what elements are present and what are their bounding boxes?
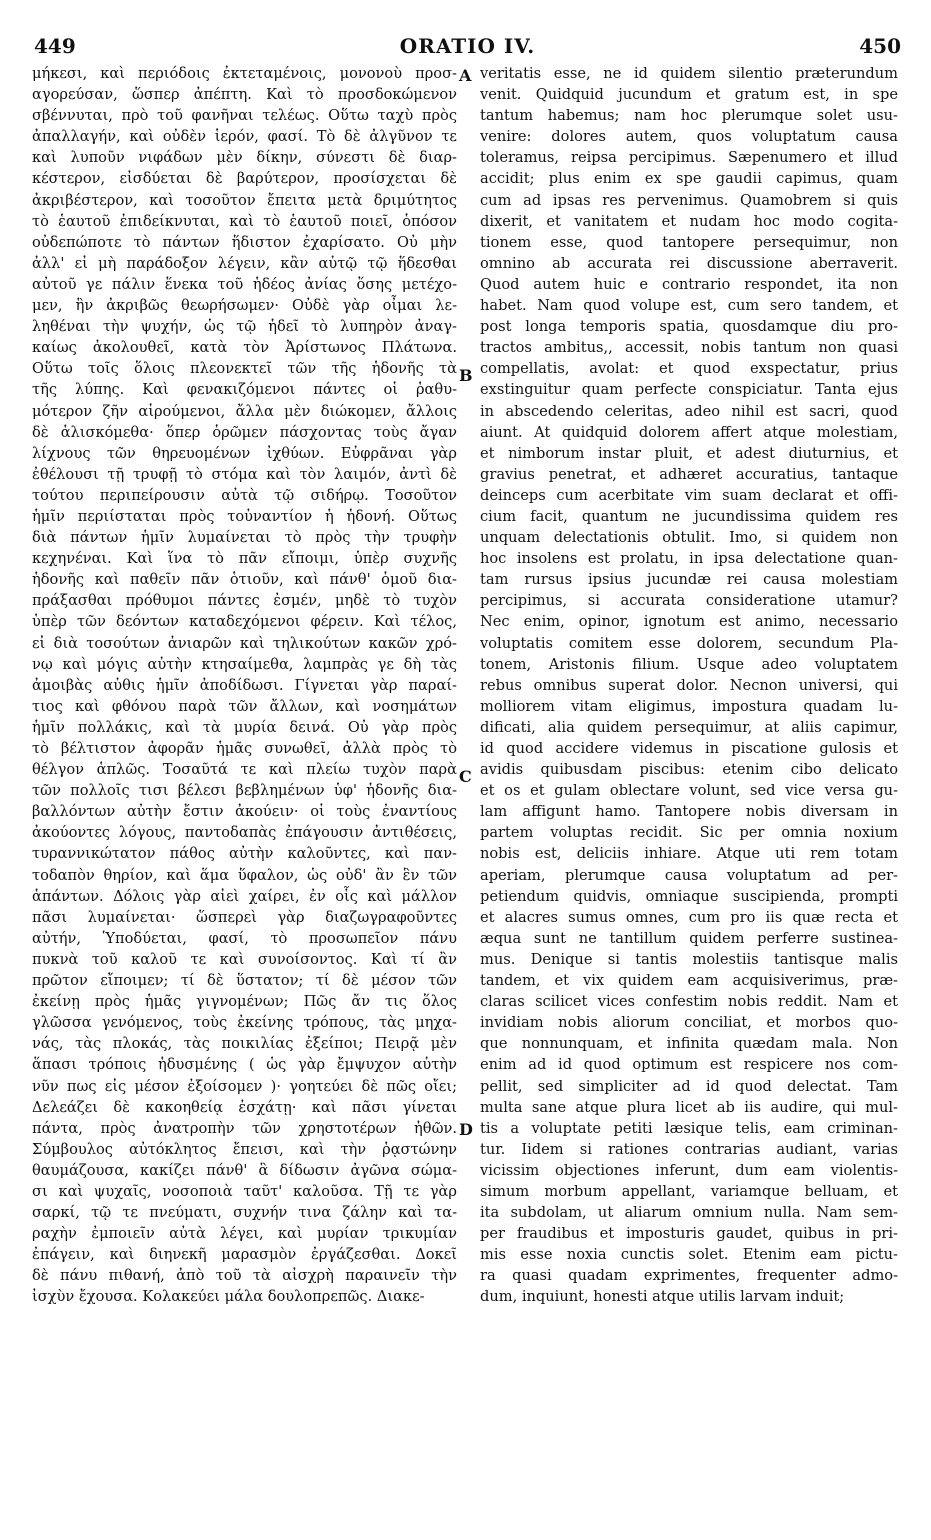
- latin-text-line: tis a voluptate petiti læsique telis, eam criminan-: [480, 1119, 898, 1137]
- latin-text-line: que nonnunquam, et infinita quædam mala. Non: [480, 1035, 898, 1053]
- latin-text-line: dificati, alia quidem persequimur, at aliis capimur,: [480, 718, 898, 736]
- latin-text-line: et nimborum instar pluit, et adest diuturnius, et: [480, 444, 898, 462]
- latin-text-line: tionem esse, quod tantopere persequimur, non: [480, 233, 898, 251]
- latin-text-line: dum, inquiunt, honesti atque utilis larvam induit;: [480, 1288, 845, 1306]
- greek-text-line: Οὕτω τοῖς ὅλοις πλεονεκτεῖ τῶν τῆς ἡδονῆς τὰ: [32, 360, 457, 378]
- greek-text-line: ἡδονῆς καὶ παθεῖν πᾶν ὁτιοῦν, καὶ πάνθ' ὁμοῦ δια-: [32, 571, 457, 589]
- latin-text-line: mus. Denique si tantis molestiis tantisque malis: [480, 950, 898, 968]
- greek-text-line: ἀκούοντες λόγους, παντοδαπὰς ἐπάγουσιν ἀντιθέσεις,: [32, 824, 457, 842]
- latin-text-line: ra quasi quadam exprimentes, frequenter admo-: [480, 1267, 898, 1285]
- greek-text-line: Σύμβουλος αὐτόκλητος ἔπεισι, καὶ τὴν ῥᾳστώνην: [32, 1140, 457, 1158]
- greek-text-line: θέλγον ἁπλῶς. Τοσαῦτά τε καὶ πλείω τυχὸν παρὰ: [32, 761, 457, 779]
- latin-text-line: venit. Quidquid jucundum et gratum est, in spe: [480, 86, 898, 104]
- latin-text-line: aperiam, plerumque causa voluptatum ad per-: [480, 866, 898, 884]
- greek-text-line: τὸ βέλτιστον ἀφορᾶν ἡμᾶς συνωθεῖ, ἀλλὰ πρὸς τὸ: [32, 740, 457, 757]
- latin-text-line: venire: dolores autem, quos voluptatum causa: [480, 128, 898, 146]
- latin-text-line: id quod accidere videmus in piscatione gulosis et: [480, 740, 898, 757]
- greek-text-line: τῶν πολλοῖς τισι βέλεσι βεβλημένων ὑφ' ἡδονῆς δια-: [32, 782, 457, 800]
- latin-text-line: nobis est, deliciis inhiare. Atque uti rem totam: [480, 845, 898, 863]
- greek-text-line: τοδαπὸν θηρίον, καὶ ἅμα ὕφαλον, ὡς οὐδ' ἂν ἓν τῶν: [32, 866, 457, 884]
- latin-text-line: hoc insolens est prolatu, in ipsa delectatione quan-: [480, 550, 898, 568]
- greek-text-line: οὐδεπώποτε τὸ πάντων ἥδιστον ἐχαρίσατο. Οὐ μὴν: [32, 233, 457, 251]
- greek-text-line: σι καὶ ψυχαῖς, νοσοποιὰ ταῦτ' καλοῦσα. Τῇ τε γὰρ: [32, 1182, 457, 1200]
- latin-text-line: post longa temporis spatia, quosdamque diu pro-: [480, 318, 898, 336]
- greek-text-line: γλῶσσα γενόμενος, τοὺς ἐκείνης τρόπους, τὰς μηχα-: [32, 1014, 457, 1032]
- latin-text-line: simum morbum appellant, variamque belluam, et: [480, 1182, 898, 1200]
- greek-text-line: τιος καὶ φθόνου παρὰ τῶν ἄλλων, καὶ νοσημάτων: [32, 697, 457, 715]
- latin-text-line: enim ad id quod optimum est respicere nos com-: [480, 1056, 898, 1074]
- latin-text-line: per fraudibus et imposturis gaudet, quibus in pri-: [480, 1225, 898, 1243]
- latin-text-line: voluptatis comitem esse dolorem, secundum Pla-: [480, 634, 898, 652]
- latin-text-line: mis esse noxia cunctis solet. Etenim eam pictu-: [480, 1246, 898, 1264]
- greek-text-line: ἀμοιβὰς αὐθις ἡμῖν ἀποδίδωσι. Γίγνεται γὰρ παραί-: [32, 676, 457, 694]
- greek-text-line: ἀκριβέστερον, καὶ τοσοῦτον ἔπειτα μετὰ δριμύτητος: [32, 191, 457, 209]
- greek-text-line: ἀλλ' εἰ μὴ παράδοξον λέγειν, κἂν αὐτῷ τῷ ἥδεσθαι: [32, 254, 457, 272]
- latin-text-line: partem voluptas recidit. Sic per omnia noxium: [480, 824, 898, 842]
- page-header: [34, 34, 901, 58]
- greek-text-line: ἀπαλλαγήν, καὶ οὐδὲν ἱερόν, φασί. Τὸ δὲ ἀλγῦνον τε: [32, 128, 457, 146]
- greek-text-line: αὐτήν, Ὑποδύεται, φασί, τὸ προσωπεῖον πάνυ: [32, 929, 457, 947]
- greek-text-line: τούτου περιπείρουσιν αὐτὰ τῷ σιδήρῳ. Τοσοῦτον: [32, 486, 457, 504]
- latin-text-line: tractos ambitus,, accessit, nobis tantum non quasi: [480, 339, 898, 357]
- greek-text-line: σαρκί, τῷ τε πνεύματι, συχνήν τινα ζάλην καὶ τα-: [32, 1204, 457, 1222]
- latin-text-line: gravius penetrat, et adhæret accuratius, tantaque: [480, 465, 898, 483]
- latin-text-line: tantum habemus; nam hoc plerumque solet usu-: [480, 107, 898, 125]
- greek-text-line: αγορεύσαν, ὥσπερ ἀπέπτη. Καὶ τὸ προσδοκώμενον: [32, 86, 457, 104]
- greek-text-column: [32, 63, 457, 1308]
- section-marker-b: B: [459, 366, 473, 385]
- page-number-right: 450: [859, 34, 901, 58]
- latin-text-line: unquam delectationis obtulit. Imo, si quidem non: [480, 529, 898, 547]
- greek-text-line: τῆς λύπης. Καὶ φενακιζόμενοι πάντες οἱ ῥαθυ-: [32, 381, 457, 399]
- greek-text-line: ἅπασι τρόποις ἡδυσμένης ( ὡς γὰρ ἔμψυχον αὐτὴν: [32, 1056, 457, 1074]
- greek-text-line: μότερον ζῆν αἱρούμενοι, ἄλλα μὲν διώκομεν, ἄλλοις: [32, 402, 457, 420]
- latin-text-line: et alacres sumus omnes, cum pro iis quæ recta et: [480, 908, 898, 926]
- greek-text-line: μήκεσι, καὶ περιόδοις ἐκτεταμένοις, μονονοὺ προσ-: [32, 65, 457, 82]
- greek-text-line: ληθέναι τὴν ψυχήν, ὡς τῷ ἡδεῖ τὸ λυπηρὸν ἀναγ-: [32, 318, 457, 336]
- greek-text-line: ἁπάντων. Δόλοις γὰρ αἰεὶ χαίρει, ἐν οἷς καὶ μάλλον: [32, 887, 457, 905]
- greek-text-line: δὲ πάνυ πιθανή, ἀπὸ τοῦ τὰ αἰσχρὴ παραινεῖν τὴν: [32, 1267, 457, 1285]
- latin-text-line: cium facit, quantum ne jucundissima quidem res: [480, 507, 898, 525]
- latin-text-line: petiendum quidvis, omniaque suscipienda, prompti: [480, 887, 898, 905]
- latin-text-line: vicissim objectiones inferunt, dum eam violentis-: [480, 1161, 898, 1179]
- latin-text-line: multa sane atque plura licet ab iis audire, qui mul-: [480, 1098, 898, 1116]
- section-marker-c: C: [459, 767, 472, 786]
- greek-text-line: πάντα, πρὸς ἀνατροπὴν τῶν χρηστοτέρων ἠθῶν.: [32, 1119, 457, 1137]
- greek-text-line: κέστερον, εἰσδύεται δὲ βαρύτερον, προσίσχεται δὲ: [32, 170, 457, 188]
- latin-text-line: lam affigunt hamo. Tantopere nobis diversam in: [480, 803, 898, 821]
- latin-text-line: Nec enim, opinor, ignotum est animo, necessario: [480, 613, 898, 631]
- greek-text-line: δὲ ἁλισκόμεθα· ὅπερ ὁρῶμεν πάσχοντας τοὺς ἄγαν: [32, 423, 457, 441]
- latin-text-line: compellatis, avolat: et quod exspectatur, prius: [480, 360, 898, 378]
- section-marker-a: A: [459, 66, 472, 85]
- greek-text-line: Δελεάζει δὲ κακοηθείᾳ ἐσχάτῃ· καὶ πᾶσι γίνεται: [32, 1098, 457, 1116]
- greek-text-line: πᾶσι λυμαίνεται· ὥσπερεὶ γὰρ διαζωγραφοῦντες: [32, 908, 457, 926]
- greek-text-line: εἰ διὰ τοσούτων ἀνιαρῶν καὶ τηλικούτων κακῶν χρό-: [32, 634, 457, 652]
- greek-text-line: ραχὴν ἐμποιεῖν αὐτὰ λέγει, καὶ μυρίαν τρικυμίαν: [32, 1225, 457, 1243]
- greek-text-line: καίως ἀκολουθεῖ, κατὰ τὸν Ἀρίστωνος Πλάτωνα.: [32, 339, 457, 357]
- latin-text-line: habet. Nam quod volupe est, cum sero tandem, et: [480, 297, 898, 315]
- latin-text-line: dixerit, et vanitatem et nudam hoc modo cogita-: [480, 212, 898, 230]
- greek-text-line: κεχηνέναι. Καὶ ἵνα τὸ πᾶν εἴποιμι, ὑπὲρ συχνῆς: [32, 550, 457, 568]
- greek-text-line: ἰσχὺν ἔχουσα. Κολακεύει μάλα δουλοπρεπῶς. Διακε-: [32, 1288, 425, 1306]
- latin-text-line: in abscedendo celeritas, adeo nihil est sacri, quod: [480, 402, 898, 420]
- latin-text-line: invidiam nobis aliorum conciliat, et morbos quo-: [480, 1014, 898, 1032]
- latin-text-line: omnino ab accurata rei discussione aberraverit.: [480, 254, 898, 272]
- greek-text-line: θαυμάζουσα, κακίζει πάνθ' ἃ δίδωσιν ἀγῶνα σώμα-: [32, 1161, 457, 1179]
- greek-text-line: νάς, τὰς πλοκάς, τὰς ποικιλίας ἐξείποι; Πειρᾷ μὲν: [32, 1035, 457, 1053]
- greek-text-line: μεν, ἣν ἀκριβῶς θεωρήσωμεν· Οὐδὲ γὰρ οἶμαι λε-: [32, 297, 457, 315]
- greek-text-line: πυκνὰ τοῦ καλοῦ τε καὶ συνοίσοντος. Καὶ τί ἂν: [32, 950, 457, 968]
- latin-text-line: et os et gulam oblectare volunt, sed vice versa gu-: [480, 782, 898, 800]
- latin-text-line: tonem, Aristonis filium. Usque adeo voluptatem: [480, 655, 898, 673]
- latin-text-column: [480, 63, 898, 1308]
- greek-text-line: ἡμῖν περιίσταται πρὸς τοὐναντίον ἡ ἡδονή. Οὕτως: [32, 507, 457, 525]
- greek-text-line: πράξασθαι πρόθυμοι πάντες ἐσμέν, μηδὲ τὸ τυχὸν: [32, 592, 457, 610]
- latin-text-line: tandem, et vix quidem eam acquisiverimus, præ-: [480, 972, 898, 990]
- latin-text-line: pellit, sed simpliciter ad id quod delectat. Tam: [480, 1077, 898, 1095]
- latin-text-line: aiunt. At quidquid dolorem affert atque molestiam,: [480, 423, 898, 441]
- latin-text-line: claras scilicet vices confestim nobis reddit. Nam et: [480, 993, 898, 1011]
- greek-text-line: νῦν πως εἰς μέσον ἐξοίσομεν )· γοητεύει δὲ πῶς οἴει;: [32, 1077, 457, 1095]
- greek-text-line: ἐθέλουσι τῇ τρυφῇ τὸ στόμα καὶ τὸν λαιμόν, ἀντὶ δὲ: [32, 465, 457, 483]
- greek-text-line: ἡμῖν πολλάκις, καὶ τὰ μυρία δεινά. Οὐ γὰρ πρὸς: [32, 718, 457, 736]
- section-marker-d: D: [459, 1120, 473, 1139]
- latin-text-line: veritatis esse, ne id quidem silentio præterundum: [480, 65, 898, 82]
- greek-text-line: βαλλόντων αὐτὴν ἔστιν ἀκούειν· οἱ τοὺς ἐναντίους: [32, 803, 457, 821]
- greek-text-line: ἐπάγειν, καὶ διηνεκῆ μαρασμὸν ἐργάζεσθαι. Δοκεῖ: [32, 1246, 457, 1264]
- latin-text-line: deinceps cum acerbitate vim suam declarat et offi-: [480, 486, 898, 504]
- greek-text-line: διὰ πάντων ἡμῖν λυμαίνεται τὸ πρὸς τὴν τρυφὴν: [32, 529, 457, 547]
- latin-text-line: Quod autem huic e contrario respondet, ita non: [480, 275, 898, 293]
- latin-text-line: accidit; plus enim ex spe gaudii capimus, quam: [480, 170, 898, 188]
- page-title: ORATIO IV.: [399, 34, 536, 58]
- latin-text-line: percipimus, si accurata consideratione utamur?: [480, 592, 898, 610]
- latin-text-line: tur. Iidem si rationes contrarias audiant, varias: [480, 1140, 898, 1158]
- greek-text-line: λίχνους τῶν θηρευομένων ἰχθύων. Εὐφρᾶναι γὰρ: [32, 444, 457, 462]
- latin-text-line: avidis quibusdam piscibus: etenim cibo delicato: [480, 761, 898, 779]
- latin-text-line: molliorem vitam eligimus, impostura quadam lu-: [480, 697, 898, 715]
- latin-text-line: æqua sunt ne tantillum quidem perferre sustinea-: [480, 929, 898, 947]
- latin-text-line: exstinguitur quam perfecte conspiciatur. Tanta ejus: [480, 381, 898, 399]
- greek-text-line: αὐτοῦ γε πάλιν ἕνεκα τοῦ ἡδέος ἀνίας ὅσης μετέχο-: [32, 275, 457, 293]
- latin-text-line: ita subdolam, ut aliarum omnium nulla. Nam sem-: [480, 1204, 898, 1222]
- greek-text-line: πρῶτον εἴποιμεν; τί δὲ ὕστατον; τί δὲ μέσον τῶν: [32, 972, 457, 990]
- greek-text-line: τὸ ἑαυτοῦ ἐπιδείκνυται, καὶ τὸ ἑαυτοῦ ποιεῖ, ὁπόσον: [32, 212, 457, 230]
- greek-text-line: τυραννικώτατον πάθος αὐτὴν καλοῦντες, καὶ παν-: [32, 845, 457, 863]
- latin-text-line: toleramus, reipsa percipimus. Sæpenumero et illud: [480, 149, 898, 167]
- greek-text-line: ὑπὲρ τῶν δεόντων καταδεχόμενοι φέρειν. Καὶ τέλος,: [32, 613, 457, 631]
- greek-text-line: καὶ λυποῦν νιφάδων μὲν δίκην, σύνεστι δὲ διαρ-: [32, 149, 457, 167]
- page-number-left: 449: [34, 34, 76, 58]
- greek-text-line: ἐκείνῃ πρὸς ἡμᾶς γιγνομένων; Πῶς ἄν τις ὅλος: [32, 993, 457, 1011]
- latin-text-line: cum ad ipsas res pervenimus. Quamobrem si quis: [480, 191, 898, 209]
- greek-text-line: νῳ καὶ μόγις αὐτὴν κτησαίμεθα, λαμπρὰς γε δὴ τὰς: [32, 655, 457, 673]
- greek-text-line: σβέννυται, πρὸ τοῦ φανῆναι τελέως. Οὕτω ταχὺ πρὸς: [32, 107, 457, 125]
- latin-text-line: tam rursus ipsius jucundæ rei causa molestiam: [480, 571, 898, 589]
- latin-text-line: rebus omnibus superat dolor. Necnon universi, qui: [480, 676, 898, 694]
